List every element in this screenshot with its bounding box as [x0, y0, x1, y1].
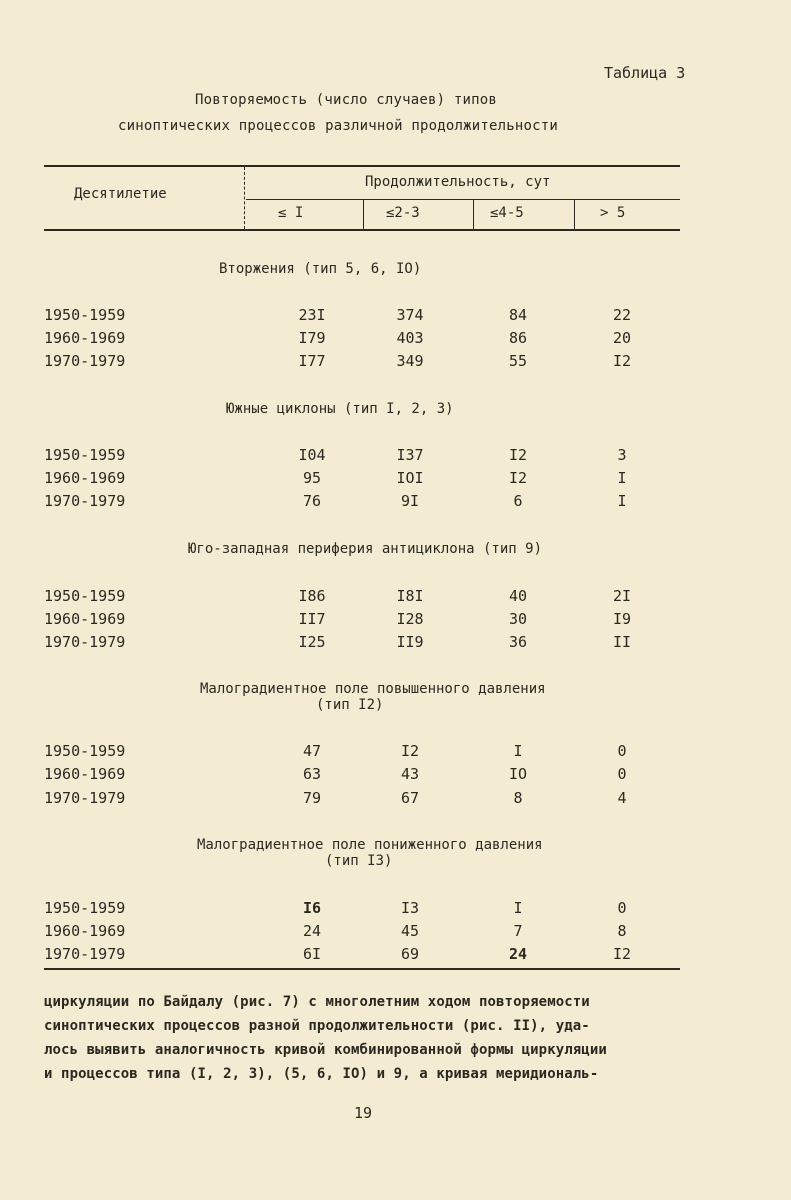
- table-cell: I: [513, 742, 523, 760]
- table-cell: I: [617, 492, 627, 510]
- table-cell: 36: [508, 633, 528, 651]
- table-cell: 24: [302, 922, 322, 940]
- table-cell: II: [612, 633, 632, 651]
- section-title: Юго-западная периферия антициклона (тип 9): [188, 541, 543, 557]
- table-cell: I28: [396, 610, 424, 628]
- duration-header-2: ≤2-3: [386, 205, 420, 221]
- row-decade: 1960-1969: [44, 922, 126, 940]
- table-cell: 95: [302, 469, 322, 487]
- table-cell: I6: [302, 899, 322, 917]
- header-divider: [244, 167, 246, 229]
- table-cell: 40: [508, 587, 528, 605]
- table-cell: I77: [298, 352, 326, 370]
- table-cell: I2: [612, 352, 632, 370]
- table-bottom-rule: [44, 968, 680, 970]
- header-sep-1: [363, 199, 364, 229]
- table-cell: 55: [508, 352, 528, 370]
- table-cell: I2: [508, 469, 528, 487]
- row-decade: 1970-1979: [44, 789, 126, 807]
- table-cell: 63: [302, 765, 322, 783]
- section-title: Вторжения (тип 5, 6, IO): [219, 261, 422, 277]
- table-cell: 403: [396, 329, 424, 347]
- table-cell: 43: [400, 765, 420, 783]
- table-cell: 86: [508, 329, 528, 347]
- row-decade: 1960-1969: [44, 765, 126, 783]
- duration-header-1: ≤ I: [278, 205, 304, 221]
- table-cell: 6I: [302, 945, 322, 963]
- table-cell: I37: [396, 446, 424, 464]
- table-cell: 47: [302, 742, 322, 760]
- header-bottom-rule: [44, 229, 680, 231]
- table-cell: IOI: [396, 469, 424, 487]
- section-subtitle: (тип I3): [325, 853, 393, 869]
- table-cell: I9: [612, 610, 632, 628]
- table-cell: I3: [400, 899, 420, 917]
- duration-header-4: > 5: [600, 205, 626, 221]
- table-cell: 9I: [400, 492, 420, 510]
- row-decade: 1950-1959: [44, 899, 126, 917]
- section-title: Малоградиентное поле пониженного давления: [197, 837, 543, 853]
- table-title-line-2: синоптических процессов различной продолжительности: [118, 118, 559, 134]
- table-cell: II7: [298, 610, 326, 628]
- body-text-line: лось выявить аналогичность кривой комбинированной формы циркуляции: [44, 1042, 607, 1058]
- section-subtitle: (тип I2): [316, 697, 384, 713]
- table-cell: I79: [298, 329, 326, 347]
- row-decade: 1960-1969: [44, 329, 126, 347]
- table-cell: I: [513, 899, 523, 917]
- table-cell: I8I: [396, 587, 424, 605]
- row-decade: 1970-1979: [44, 633, 126, 651]
- table-cell: 30: [508, 610, 528, 628]
- table-cell: 0: [617, 899, 627, 917]
- row-decade: 1970-1979: [44, 352, 126, 370]
- row-decade: 1950-1959: [44, 587, 126, 605]
- table-cell: 8: [513, 789, 523, 807]
- table-cell: I04: [298, 446, 326, 464]
- table-cell: 6: [513, 492, 523, 510]
- table-cell: 76: [302, 492, 322, 510]
- table-cell: IO: [508, 765, 528, 783]
- table-cell: I: [617, 469, 627, 487]
- row-decade: 1970-1979: [44, 945, 126, 963]
- header-sep-2: [473, 199, 474, 229]
- table-cell: 45: [400, 922, 420, 940]
- table-cell: I2: [508, 446, 528, 464]
- header-mid-rule: [246, 199, 680, 200]
- row-decade: 1950-1959: [44, 306, 126, 324]
- table-cell: 0: [617, 742, 627, 760]
- table-cell: 23I: [298, 306, 326, 324]
- section-title: Малоградиентное поле повышенного давления: [200, 681, 546, 697]
- header-sep-3: [574, 199, 575, 229]
- table-cell: II9: [396, 633, 424, 651]
- row-decade: 1950-1959: [44, 446, 126, 464]
- table-cell: 7: [513, 922, 523, 940]
- table-cell: I25: [298, 633, 326, 651]
- row-decade: 1960-1969: [44, 610, 126, 628]
- table-cell: 2I: [612, 587, 632, 605]
- row-decade: 1960-1969: [44, 469, 126, 487]
- body-text-line: и процессов типа (I, 2, 3), (5, 6, IO) и 9, а кривая меридиональ-: [44, 1066, 599, 1082]
- body-text-line: синоптических процессов разной продолжительности (рис. II), уда-: [44, 1018, 590, 1034]
- section-title: Южные циклоны (тип I, 2, 3): [226, 401, 454, 417]
- table-cell: I2: [400, 742, 420, 760]
- table-cell: 0: [617, 765, 627, 783]
- row-decade: 1970-1979: [44, 492, 126, 510]
- table-cell: 79: [302, 789, 322, 807]
- table-cell: 20: [612, 329, 632, 347]
- table-cell: 4: [617, 789, 627, 807]
- table-cell: 24: [508, 945, 528, 963]
- table-cell: 22: [612, 306, 632, 324]
- table-cell: 349: [396, 352, 424, 370]
- table-label: Таблица 3: [604, 64, 686, 82]
- table-cell: I2: [612, 945, 632, 963]
- table-cell: I86: [298, 587, 326, 605]
- row-decade: 1950-1959: [44, 742, 126, 760]
- column-header-duration: Продолжительность, сут: [365, 174, 551, 190]
- column-header-decade: Десятилетие: [74, 186, 167, 202]
- table-cell: 8: [617, 922, 627, 940]
- duration-header-3: ≤4-5: [490, 205, 524, 221]
- table-top-rule: [44, 165, 680, 167]
- table-cell: 84: [508, 306, 528, 324]
- page-number: 19: [354, 1104, 373, 1122]
- table-cell: 3: [617, 446, 627, 464]
- table-cell: 69: [400, 945, 420, 963]
- table-title-line-1: Повторяемость (число случаев) типов: [195, 92, 498, 108]
- body-text-line: циркуляции по Байдалу (рис. 7) с многолетним ходом повторяемости: [44, 994, 590, 1010]
- table-cell: 374: [396, 306, 424, 324]
- table-cell: 67: [400, 789, 420, 807]
